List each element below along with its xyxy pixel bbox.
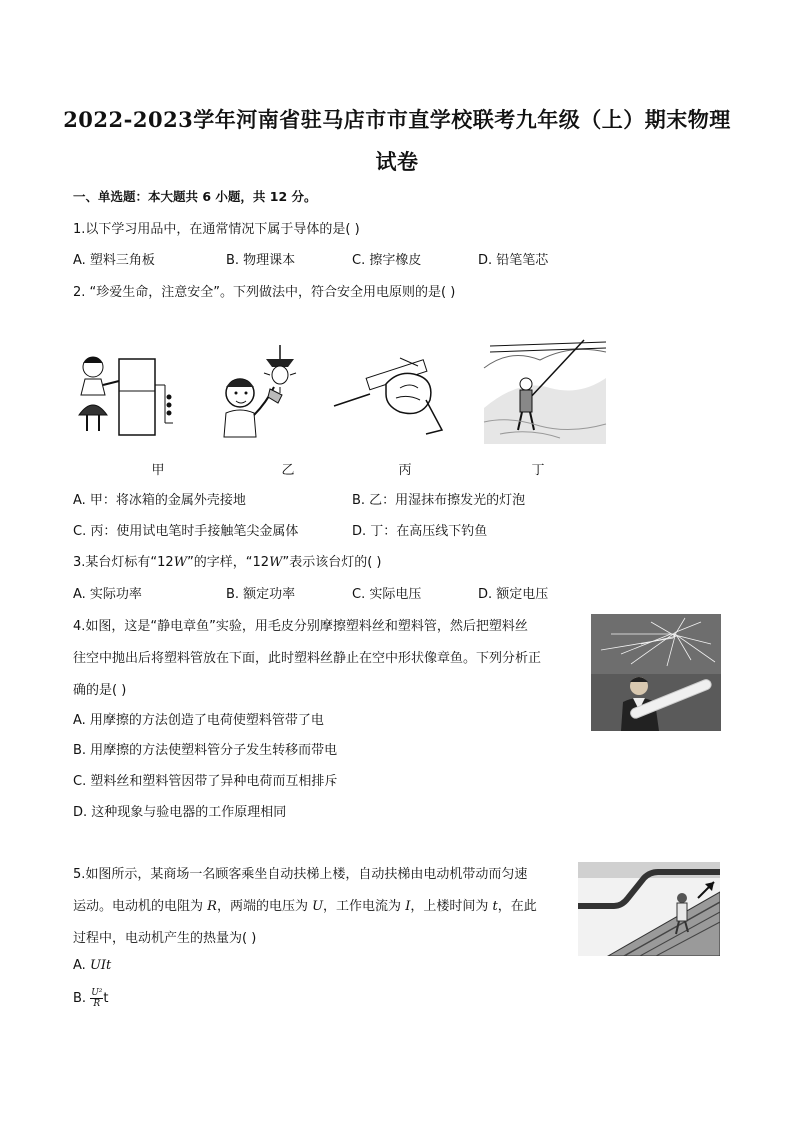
q1-option-a: A. 塑料三角板: [73, 253, 155, 268]
q5-option-a: A. UIt: [73, 958, 112, 973]
question-4-line-3: 确的是( ): [73, 683, 127, 698]
q5-option-b: B. $\frac{\text{U²}}{R}$ t: [73, 988, 109, 1009]
q3-option-c: C. 实际电压: [352, 587, 422, 602]
page-title: 2022-2023学年河南省驻马店市市直学校联考九年级（上）期末物理: [63, 107, 731, 132]
q1-option-c: C. 擦字橡皮: [352, 253, 422, 268]
fishing-illustration: [480, 338, 608, 444]
q1-option-d: D. 铅笔笔芯: [478, 253, 549, 268]
static-octopus-photo: [591, 614, 721, 731]
question-2-stem: 2. “珍爱生命，注意安全”。下列做法中，符合安全用电原则的是( ): [73, 285, 456, 300]
fridge-girl-illustration: [73, 345, 183, 440]
question-5-line-1: 5.如图所示，某商场一名顾客乘坐自动扶梯上楼，自动扶梯由电动机带动而匀速: [73, 867, 528, 882]
q3-option-d: D. 额定电压: [478, 587, 549, 602]
page-title-line2: 试卷: [375, 149, 419, 174]
q1-option-b: B. 物理课本: [226, 253, 296, 268]
q4-option-b: B. 用摩擦的方法使塑料管分子发生转移而带电: [73, 743, 338, 758]
escalator-illustration: [578, 862, 720, 956]
lamp-wiping-illustration: [208, 345, 308, 440]
question-4-line-2: 往空中抛出后将塑料管放在下面，此时塑料丝静止在空中形状像章鱼。下列分析正: [73, 651, 542, 666]
q4-option-c: C. 塑料丝和塑料管因带了异种电荷而互相排斥: [73, 774, 338, 789]
section-header: 一、单选题：本大题共 6 小题，共 12 分。: [73, 189, 317, 204]
caption-ding: 丁: [531, 463, 545, 478]
q2-option-d: D. 丁：在高压线下钓鱼: [352, 524, 488, 539]
question-4-line-1: 4.如图，这是“静电章鱼”实验，用毛皮分别摩擦塑料丝和塑料管，然后把塑料丝: [73, 619, 528, 634]
q3-option-b: B. 额定功率: [226, 587, 296, 602]
q3-option-a: A. 实际功率: [73, 587, 142, 602]
caption-jia: 甲: [151, 463, 165, 478]
caption-bing: 丙: [398, 463, 412, 478]
q4-option-d: D. 这种现象与验电器的工作原理相同: [73, 805, 287, 820]
question-5-line-2: 运动。电动机的电阻为 R，两端的电压为 U，工作电流为 I，上楼时间为 t，在此: [73, 899, 537, 914]
caption-yi: 乙: [281, 463, 295, 478]
question-5-line-3: 过程中，电动机产生的热量为( ): [73, 931, 257, 946]
question-3-stem: 3.某台灯标有“12W”的字样，“12W”表示该台灯的( ): [73, 555, 382, 570]
q2-option-b: B. 乙：用湿抹布擦发光的灯泡: [352, 493, 526, 508]
q2-option-a: A. 甲：将冰箱的金属外壳接地: [73, 493, 246, 508]
q2-option-c: C. 丙：使用试电笔时手接触笔尖金属体: [73, 524, 299, 539]
fraction-u2-over-r: $\frac{\text{U²}}{R}$: [91, 988, 103, 1009]
q4-option-a: A. 用摩擦的方法创造了电荷使塑料管带了电: [73, 713, 324, 728]
question-1-stem: 1.以下学习用品中，在通常情况下属于导体的是( ): [73, 222, 360, 237]
test-pen-illustration: [330, 348, 445, 438]
